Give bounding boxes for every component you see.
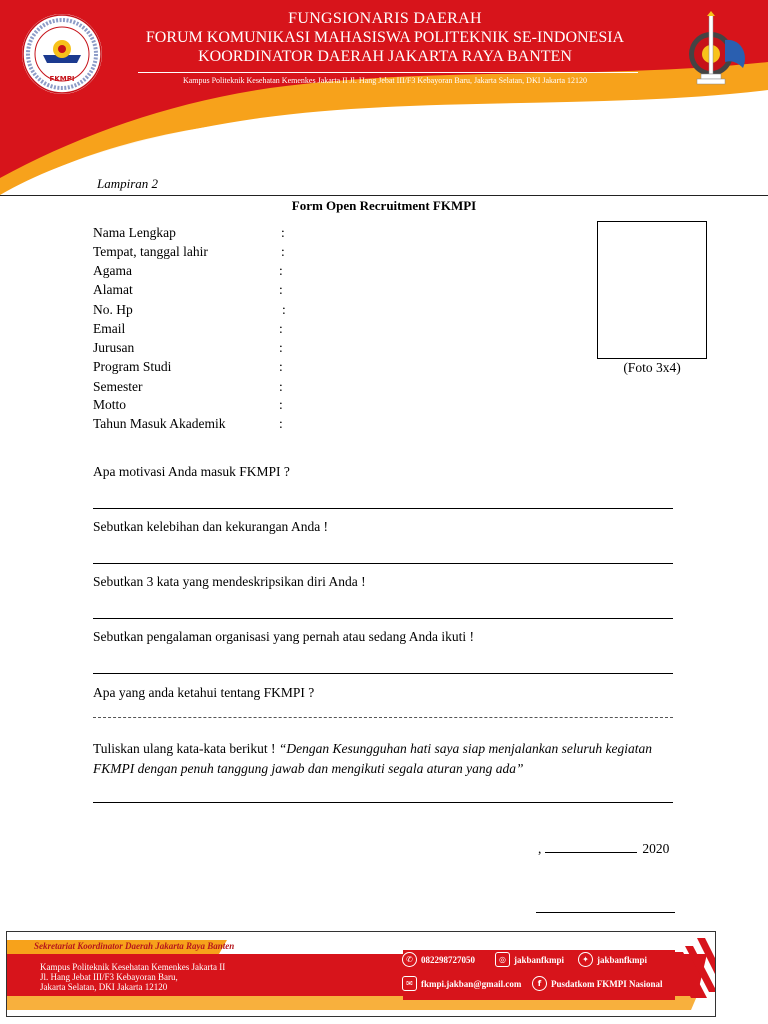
footer-address <box>40 962 225 992</box>
field-label: Tempat, tanggal lahir <box>93 244 208 259</box>
footer-address-line: Kampus Politeknik Kesehatan Kemenkes Jakarta II <box>40 962 226 972</box>
field-colon: : <box>279 340 283 355</box>
question-motivation: Apa motivasi Anda masuk FKMPI ? <box>93 464 290 479</box>
field-label: Email <box>93 321 126 336</box>
field-colon: : <box>282 302 286 317</box>
field-colon: : <box>281 225 285 240</box>
answer-line-motivation[interactable] <box>93 508 673 509</box>
question-organization-experience: Sebutkan pengalaman organisasi yang pernah atau sedang Anda ikuti ! <box>93 629 475 644</box>
monas-gear-logo <box>681 10 751 90</box>
instagram-text: jakbanfkmpi <box>514 954 565 965</box>
field-program-studi[interactable] <box>93 359 283 378</box>
fkmpi-logo-left <box>21 13 103 95</box>
attachment-label: Lampiran 2 <box>97 176 159 191</box>
footer-email[interactable] <box>402 976 521 991</box>
field-colon: : <box>279 321 283 336</box>
field-motto[interactable] <box>93 397 283 416</box>
header-bottom-border <box>0 195 768 196</box>
field-label: Semester <box>93 379 143 394</box>
field-jurusan[interactable] <box>93 340 283 359</box>
photo-box[interactable] <box>597 221 707 359</box>
field-no-hp[interactable] <box>93 302 286 321</box>
header-title-line-2: FORUM KOMUNIKASI MAHASISWA POLITEKNIK SE-INDONESIA <box>145 29 625 46</box>
whatsapp-icon: ✆ <box>402 952 417 967</box>
field-colon: : <box>281 244 285 259</box>
field-label: Program Studi <box>93 359 172 374</box>
field-tahun-masuk-akademik[interactable] <box>93 416 283 435</box>
field-colon: : <box>279 282 283 297</box>
email-icon: ✉ <box>402 976 417 991</box>
date-year: 2020 <box>642 841 670 856</box>
header-title-line-1: FUNGSIONARIS DAERAH <box>288 10 482 27</box>
letter-footer <box>6 931 716 1017</box>
pledge-instruction <box>93 739 693 779</box>
field-colon: : <box>279 379 283 394</box>
field-agama[interactable] <box>93 263 283 282</box>
facebook-icon: f <box>532 976 547 991</box>
footer-phone[interactable] <box>402 952 475 967</box>
date-blank[interactable] <box>545 841 637 853</box>
date-comma: , <box>538 841 542 856</box>
email-text: fkmpi.jakban@gmail.com <box>421 978 522 989</box>
footer-instagram[interactable] <box>495 952 564 967</box>
field-label: Agama <box>93 263 132 278</box>
field-colon: : <box>279 359 283 374</box>
signature-date <box>538 841 669 857</box>
field-label: No. Hp <box>93 302 133 317</box>
field-nama-lengkap[interactable] <box>93 225 285 244</box>
letterhead <box>0 0 768 196</box>
answer-line-about-fkmpi[interactable] <box>93 717 673 718</box>
field-colon: : <box>279 397 283 412</box>
footer-facebook[interactable] <box>532 976 663 991</box>
form-title: Form Open Recruitment FKMPI <box>291 198 477 213</box>
field-colon: : <box>279 263 283 278</box>
twitter-text: jakbanfkmpi <box>597 954 648 965</box>
question-strengths-weaknesses: Sebutkan kelebihan dan kekurangan Anda ! <box>93 519 329 534</box>
answer-line-organization-experience[interactable] <box>93 673 673 674</box>
field-semester[interactable] <box>93 379 283 398</box>
pledge-prefix: Tuliskan ulang kata-kata berikut ! <box>93 741 279 756</box>
header-address: Kampus Politeknik Kesehatan Kemenkes Jakarta II Jl. Hang Jebat III/F3 Kebayoran Baru, Jakarta Selatan, DKI Jakarta 12120 <box>182 76 588 85</box>
field-email[interactable] <box>93 321 283 340</box>
field-label: Jurusan <box>93 340 135 355</box>
photo-caption: (Foto 3x4) <box>623 360 681 375</box>
header-divider <box>138 72 638 73</box>
twitter-icon: ✦ <box>578 952 593 967</box>
pledge-quote: “Dengan Kesungguhan hati saya siap menjalankan seluruh kegiatan FKMPI dengan penuh tanggung jawab dan mengikuti segala aturan yang ada” <box>93 741 652 776</box>
phone-text: 082298727050 <box>421 954 475 965</box>
question-three-words: Sebutkan 3 kata yang mendeskripsikan diri Anda ! <box>93 574 366 589</box>
field-label: Tahun Masuk Akademik <box>93 416 226 431</box>
field-tempat-tanggal-lahir[interactable] <box>93 244 285 263</box>
question-about-fkmpi: Apa yang anda ketahui tentang FKMPI ? <box>93 685 315 700</box>
field-label: Nama Lengkap <box>93 225 176 240</box>
field-colon: : <box>279 416 283 431</box>
footer-address-line: Jakarta Selatan, DKI Jakarta 12120 <box>40 982 168 992</box>
logo-letters: FKMPI <box>49 75 75 83</box>
instagram-icon: ◎ <box>495 952 510 967</box>
signature-line[interactable] <box>536 912 675 913</box>
answer-line-strengths-weaknesses[interactable] <box>93 563 673 564</box>
footer-twitter[interactable] <box>578 952 647 967</box>
footer-secretariat: Sekretariat Koordinator Daerah Jakarta Raya Banten <box>34 941 235 951</box>
facebook-text: Pusdatkom FKMPI Nasional <box>551 978 663 989</box>
answer-line-pledge[interactable] <box>93 802 673 803</box>
field-alamat[interactable] <box>93 282 283 301</box>
footer-address-line: Jl. Hang Jebat III/F3 Kebayoran Baru, <box>40 972 178 982</box>
field-label: Motto <box>93 397 127 412</box>
answer-line-three-words[interactable] <box>93 618 673 619</box>
header-title-line-3: KOORDINATOR DAERAH JAKARTA RAYA BANTEN <box>198 48 572 65</box>
field-label: Alamat <box>93 282 133 297</box>
